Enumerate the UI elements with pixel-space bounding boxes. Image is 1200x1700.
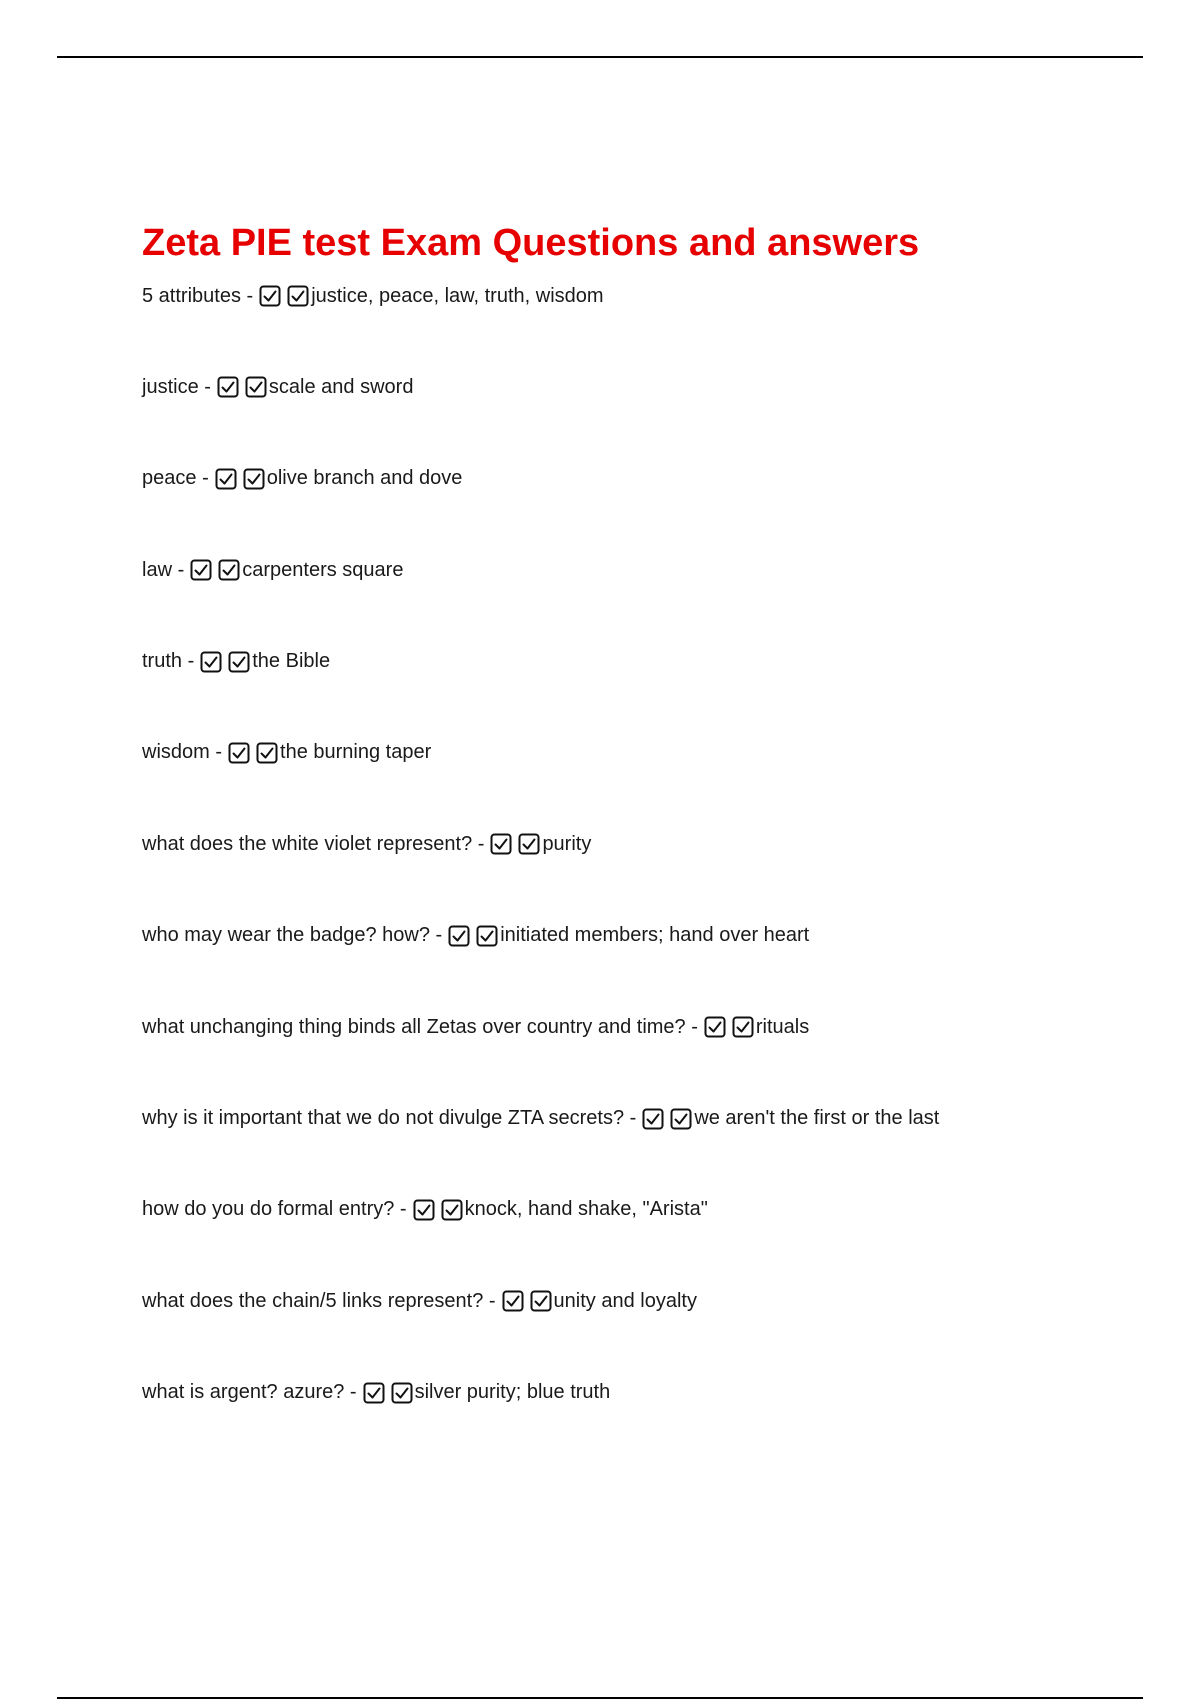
question-text: wisdom [142, 741, 216, 764]
question-text: what unchanging thing binds all Zetas over country and time? [142, 1015, 692, 1038]
answer-text: initiated members; hand over heart [500, 924, 810, 947]
checkbox-checked-icon [413, 1199, 435, 1221]
question-text: 5 attributes [142, 284, 247, 307]
question-text: how do you do formal entry? [142, 1198, 400, 1221]
separator: - [435, 924, 443, 947]
qa-item [142, 647, 1142, 677]
answer-text: olive branch and dove [266, 467, 463, 490]
question-text: law [142, 558, 178, 581]
separator: - [246, 284, 254, 307]
qa-item [142, 921, 1142, 951]
question-text: what does the chain/5 links represent? [142, 1289, 489, 1312]
answer-text: justice, peace, law, truth, wisdom [311, 284, 604, 307]
question-text: truth [142, 650, 188, 673]
checkbox-checked-icon [217, 376, 239, 398]
checkbox-checked-icon [530, 1290, 552, 1312]
document-body [142, 214, 1142, 1469]
question-text: why is it important that we do not divulge ZTA secrets? [142, 1107, 630, 1130]
qa-item [142, 1195, 1142, 1225]
answer-text: the burning taper [280, 741, 432, 764]
qa-item [142, 464, 1142, 494]
checkbox-checked-icon [228, 651, 250, 673]
answer-text: silver purity; blue truth [414, 1381, 611, 1404]
separator: - [477, 832, 485, 855]
answer-text: purity [542, 832, 592, 855]
question-text: what is argent? azure? [142, 1381, 350, 1404]
separator: - [691, 1015, 698, 1038]
checkbox-checked-icon [642, 1108, 664, 1130]
separator: - [349, 1381, 357, 1404]
checkbox-checked-icon [732, 1016, 754, 1038]
separator: - [215, 741, 223, 764]
question-text: justice [142, 375, 205, 398]
separator: - [187, 650, 195, 673]
answer-text: unity and loyalty [553, 1289, 697, 1312]
answer-text: rituals [755, 1015, 810, 1038]
answer-text: we aren't the first or the last [694, 1107, 940, 1130]
qa-item [142, 1104, 1142, 1134]
page-title: Zeta PIE test Exam Questions and answers [142, 222, 920, 264]
separator: - [399, 1198, 407, 1221]
checkbox-checked-icon [518, 833, 540, 855]
answer-text: the Bible [252, 650, 331, 673]
separator: - [629, 1107, 637, 1130]
question-text: peace [142, 467, 203, 490]
checkbox-checked-icon [287, 285, 309, 307]
checkbox-checked-icon [502, 1290, 524, 1312]
checkbox-checked-icon [490, 833, 512, 855]
checkbox-checked-icon [243, 468, 265, 490]
qa-item [142, 1378, 1142, 1408]
qa-item [142, 1012, 1142, 1042]
qa-item [142, 829, 1142, 859]
checkbox-checked-icon [363, 1382, 385, 1404]
qa-item [142, 1286, 1142, 1316]
checkbox-checked-icon [448, 925, 470, 947]
qa-item [142, 738, 1142, 768]
answer-text: scale and sword [268, 375, 414, 398]
checkbox-checked-icon [259, 285, 281, 307]
separator: - [177, 558, 185, 581]
answer-text: carpenters square [242, 558, 404, 581]
question-text: what does the white violet represent? [142, 832, 478, 855]
checkbox-checked-icon [476, 925, 498, 947]
separator: - [204, 375, 211, 398]
separator: - [488, 1289, 496, 1312]
question-text: who may wear the badge? how? [142, 924, 436, 947]
separator: - [202, 467, 209, 490]
bottom-rule [57, 1697, 1143, 1699]
checkbox-checked-icon [228, 742, 250, 764]
checkbox-checked-icon [218, 559, 240, 581]
checkbox-checked-icon [704, 1016, 726, 1038]
qa-item [142, 372, 1142, 402]
checkbox-checked-icon [200, 651, 222, 673]
checkbox-checked-icon [190, 559, 212, 581]
checkbox-checked-icon [215, 468, 237, 490]
checkbox-checked-icon [391, 1382, 413, 1404]
checkbox-checked-icon [245, 376, 267, 398]
qa-item [142, 555, 1142, 585]
qa-list [142, 281, 1142, 1408]
top-rule [57, 56, 1143, 58]
qa-item [142, 281, 1142, 311]
checkbox-checked-icon [670, 1108, 692, 1130]
checkbox-checked-icon [256, 742, 278, 764]
answer-text: knock, hand shake, "Arista" [464, 1198, 708, 1221]
checkbox-checked-icon [441, 1199, 463, 1221]
